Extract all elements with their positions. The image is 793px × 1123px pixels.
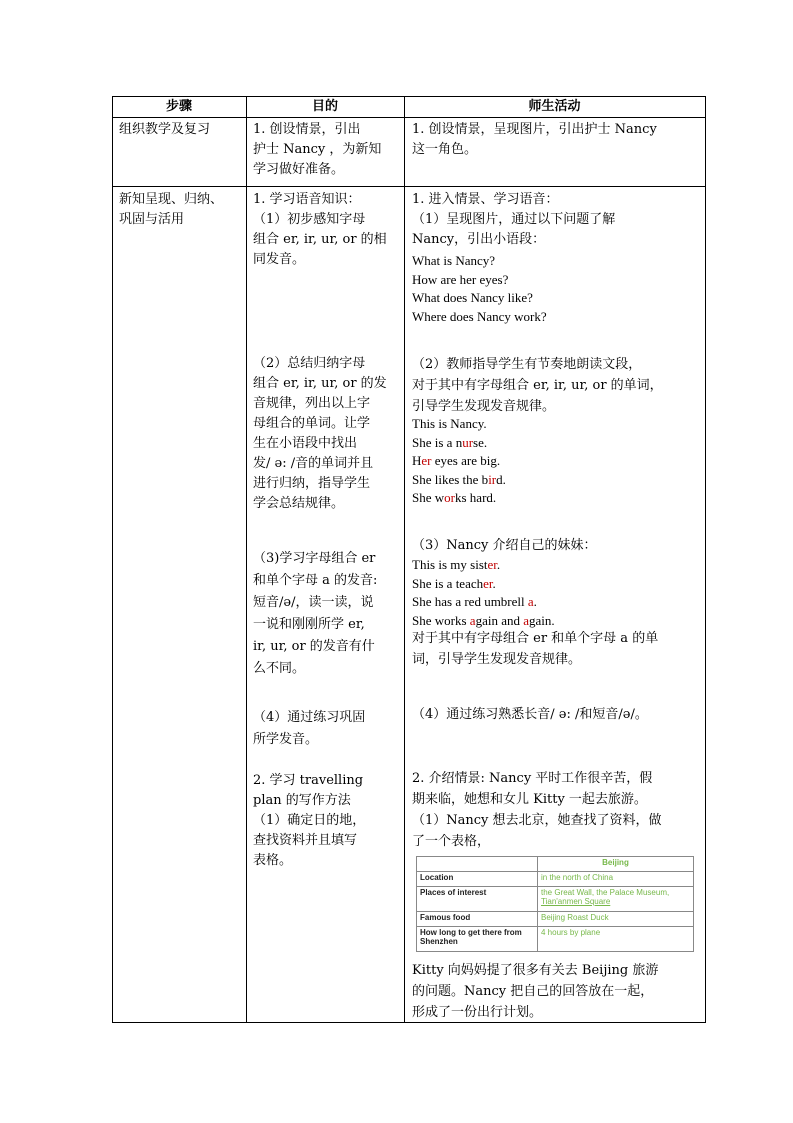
info-table-row: Location in the north of China bbox=[417, 872, 694, 887]
row2-purpose-5: 2. 学习 travelling plan 的写作方法 （1）确定日的地， 查找资料并且填写 表格。 bbox=[253, 773, 366, 868]
row2-purpose-4: （4）通过练习巩固 所学发音。 bbox=[253, 710, 366, 747]
passage-line: She likes the bird. bbox=[412, 471, 506, 487]
header-step: 步骤 bbox=[165, 99, 192, 114]
col-border-left bbox=[112, 96, 113, 1023]
row2-purpose-2: （2）总结归纳字母 组合 er, ir, ur, or 的发 音规律，列出以上字 母组合的单词。让学 生在小语段中找出 发/ ə: /音的单词并且 进行归纳，指导学生 学会总结规律。 bbox=[253, 356, 387, 511]
passage-line: This is Nancy. bbox=[412, 416, 487, 431]
passage-line: She works hard. bbox=[412, 490, 497, 505]
row1-purpose: 1. 创设情景，引出 护士 Nancy ，为新知 学习做好准备。 bbox=[253, 122, 382, 177]
passage-line: This is my sister. bbox=[412, 557, 501, 572]
header-activity: 师生活动 bbox=[528, 99, 581, 114]
info-table-header bbox=[417, 857, 694, 872]
lesson-table bbox=[112, 96, 706, 1023]
row2-activity-sister: （3）Nancy 介绍自己的妹妹： bbox=[412, 538, 597, 553]
passage-line: She works again and again. bbox=[412, 612, 555, 628]
col-border-right bbox=[705, 96, 706, 1023]
passage-line: She has a red umbrell a. bbox=[412, 594, 537, 609]
row2-activity-plan: Kitty 向妈妈提了很多有关去 Beijing 旅游 的问题。Nancy 把自己的回答放在一起， 形成了一份出行计划。 bbox=[412, 963, 659, 1020]
row2-activity-practice: （4）通过练习熟悉长音/ ə: /和短音/ə/。 bbox=[412, 707, 648, 722]
row2-activity-rule: 对于其中有字母组合 er 和单个字母 a 的单 词，引导学生发现发音规律。 bbox=[412, 631, 659, 667]
info-table-row: How long to get there from Shenzhen 4 hours by plane bbox=[417, 927, 694, 952]
row1-activity: 1. 创设情景，呈现图片，引出护士 Nancy 这一角色。 bbox=[412, 122, 657, 157]
question: What does Nancy like? bbox=[412, 290, 533, 305]
passage-sister bbox=[412, 556, 704, 630]
question: Where does Nancy work? bbox=[412, 308, 547, 324]
header-purpose: 目的 bbox=[311, 99, 338, 114]
info-table-row: Famous food Beijing Roast Duck bbox=[417, 912, 694, 927]
passage-nancy bbox=[412, 415, 704, 508]
question-list bbox=[412, 252, 704, 326]
question: What is Nancy? bbox=[412, 253, 496, 268]
info-table-row: Places of interest the Great Wall, the Palace Museum, Tian'anmen Square bbox=[417, 887, 694, 912]
passage-line: She is a teacher. bbox=[412, 575, 496, 591]
row1-step: 组织教学及复习 bbox=[119, 122, 211, 137]
row2-activity-intro: 1. 进入情景、学习语音： （1）呈现图片，通过以下问题了解 Nancy，引出小语段： bbox=[412, 192, 616, 247]
question: How are her eyes? bbox=[412, 271, 509, 287]
row2-step: 新知呈现、归纳、 巩固与活用 bbox=[119, 192, 224, 227]
row-divider bbox=[112, 186, 706, 187]
passage-line: She is a nurse. bbox=[412, 434, 488, 450]
row2-activity-travel: 2. 介绍情景: Nancy 平时工作很辛苦，假 期来临，她想和女儿 Kitty 一起去旅游。 （1）Nancy 想去北京，她查找了资料，做 了一个表格， bbox=[412, 771, 662, 849]
header-divider bbox=[112, 117, 706, 118]
col-divider-2 bbox=[404, 96, 405, 1023]
row2-activity-reading: （2）教师指导学生有节奏地朗读文段， 对于其中有字母组合 er, ir, ur, or 的单词， 引导学生发现发音规律。 bbox=[412, 357, 663, 414]
info-table-title: Beijing bbox=[538, 857, 694, 872]
row2-purpose-1: 1. 学习语音知识： （1）初步感知字母 组合 er, ir, ur, or 的相 同发音。 bbox=[253, 192, 387, 267]
beijing-info-table bbox=[416, 856, 694, 952]
col-divider-1 bbox=[246, 96, 247, 1023]
row2-purpose-3: （3)学习字母组合 er 和单个字母 a 的发音: 短音/ə/，读一读，说 一说和刚刚所学 er, ir, ur, or 的发音有什 么不同。 bbox=[253, 551, 378, 676]
passage-line: Her eyes are big. bbox=[412, 453, 501, 468]
